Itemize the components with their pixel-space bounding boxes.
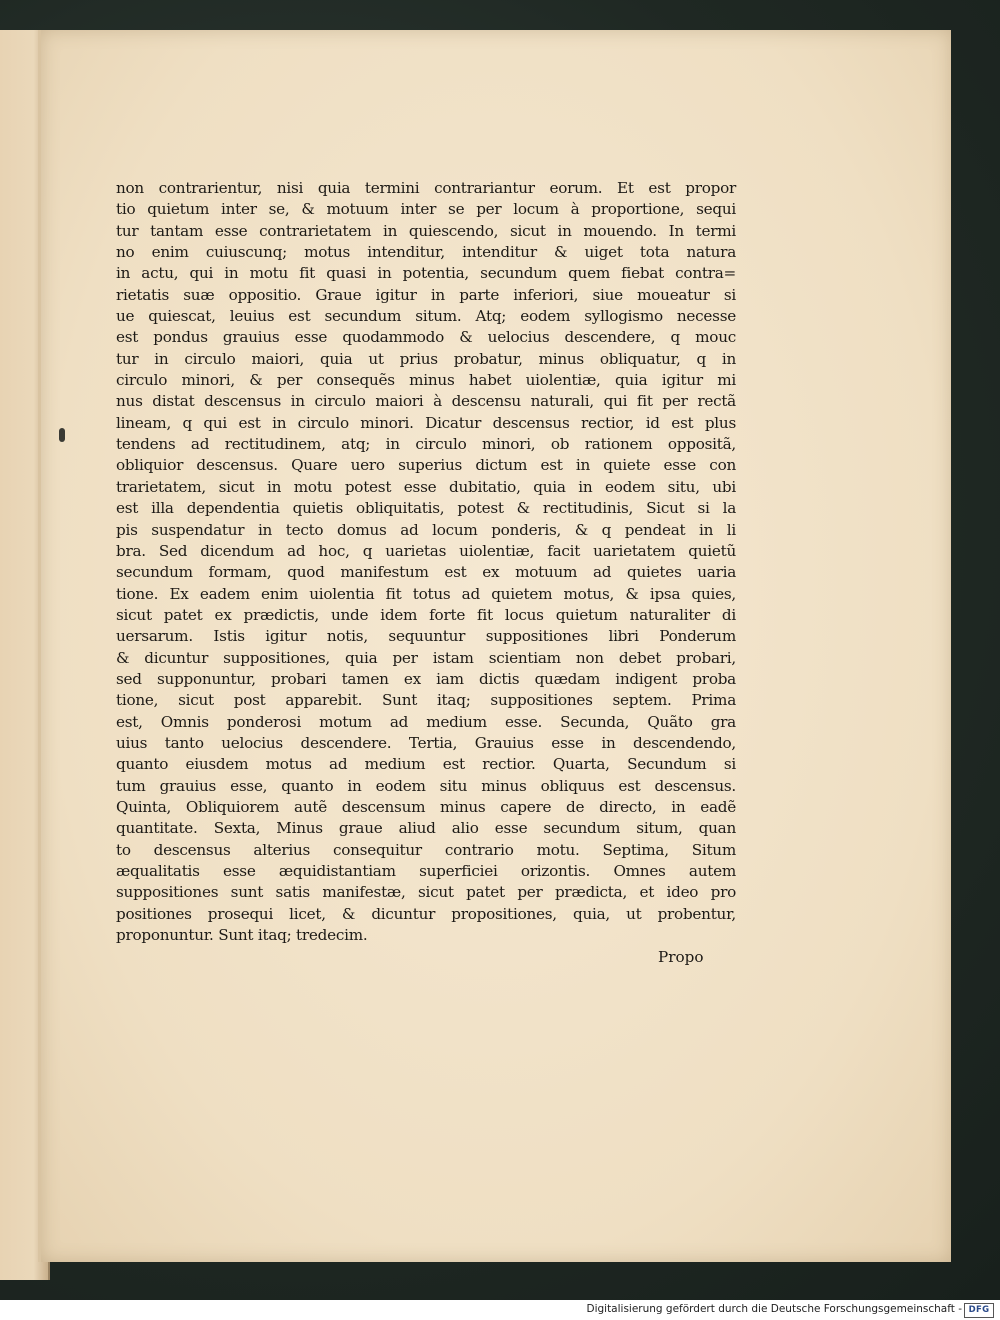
text-line: tione. Ex eadem enim uiolentia fit totus ad quietem motus, & ipsa quies,	[116, 584, 736, 603]
text-line: quantitate. Sexta, Minus graue aliud alio esse secundum situm, quan	[116, 819, 736, 838]
text-line: Quinta, Obliquiorem autẽ descensum minus capere de directo, in eadẽ	[116, 797, 736, 816]
text-line: ue quiescat, leuius est secundum situm. Atq; eodem syllogismo necesse	[116, 307, 736, 326]
text-line: lineam, q qui est in circulo minori. Dicatur descensus rectior, id est plus	[116, 413, 736, 432]
text-line: trarietatem, sicut in motu potest esse dubitatio, quia in eodem situ, ubi	[116, 477, 736, 496]
text-line: æqualitatis esse æquidistantiam superficiei orizontis. Omnes autem	[116, 862, 736, 880]
text-line: obliquior descensus. Quare uero superius dictum est in quiete esse con	[116, 456, 736, 475]
footer-bar	[0, 1300, 1000, 1320]
text-line: tur in circulo maiori, quia ut prius probatur, minus obliquatur, q in	[116, 349, 736, 368]
text-line: est, Omnis ponderosi motum ad medium esse. Secunda, Quãto gra	[116, 712, 736, 731]
text-line: & dicuntur suppositiones, quia per istam scientiam non debet probari,	[116, 648, 736, 667]
text-line: sicut patet ex prædictis, unde idem forte fit locus quietum naturaliter di	[116, 605, 736, 624]
text-line: positiones prosequi licet, & dicuntur propositiones, quia, ut probentur,	[116, 904, 736, 923]
text-line: uius tanto uelocius descendere. Tertia, Grauius esse in descendendo,	[116, 733, 736, 752]
text-line: non contrarientur, nisi quia termini contrariantur eorum. Et est propor	[116, 179, 736, 197]
catchword: Propo	[658, 948, 704, 966]
text-line: nus distat descensus in circulo maiori à descensu naturali, qui fit per rectã	[116, 392, 736, 411]
text-line: tione, sicut post apparebit. Sunt itaq; suppositiones septem. Prima	[116, 691, 736, 710]
text-line: tum grauius esse, quanto in eodem situ minus obliquus est descensus.	[116, 776, 736, 795]
dfg-logo-icon: DFG	[964, 1303, 994, 1318]
text-line: no enim cuiuscunq; motus intenditur, intenditur & uiget tota natura	[116, 243, 736, 262]
text-line: quanto eiusdem motus ad medium est rectior. Quarta, Secundum si	[116, 755, 736, 774]
text-line: suppositiones sunt satis manifestæ, sicut patet per prædicta, et ideo pro	[116, 883, 736, 902]
text-line: pis suspendatur in tecto domus ad locum ponderis, & q pendeat in li	[116, 520, 736, 539]
text-line: proponuntur. Sunt itaq; tredecim.	[116, 926, 368, 945]
text-line: in actu, qui in motu fit quasi in potentia, secundum quem fiebat contra=	[116, 264, 736, 283]
text-line: rietatis suæ oppositio. Graue igitur in parte inferiori, siue moueatur si	[116, 285, 736, 304]
main-text-block	[116, 178, 736, 946]
text-line: tur tantam esse contrarietatem in quiescendo, sicut in mouendo. In termi	[116, 221, 736, 240]
text-line: tio quietum inter se, & motuum inter se per locum à proportione, sequi	[116, 200, 736, 219]
text-line: circulo minori, & per consequẽs minus habet uiolentiæ, quia igitur mi	[116, 371, 736, 390]
text-line: secundum formam, quod manifestum est ex motuum ad quietes uaria	[116, 563, 736, 582]
gutter-mark	[59, 428, 65, 442]
text-line: to descensus alterius consequitur contrario motu. Septima, Situm	[116, 840, 736, 859]
text-line: est pondus grauius esse quodammodo & uelocius descendere, q mouc	[116, 328, 736, 347]
text-line: uersarum. Istis igitur notis, sequuntur suppositiones libri Ponderum	[116, 627, 736, 646]
text-line: bra. Sed dicendum ad hoc, q uarietas uiolentiæ, facit uarietatem quietũ	[116, 541, 736, 560]
footer-credit: Digitalisierung gefördert durch die Deutsche Forschungsgemeinschaft -	[586, 1303, 962, 1315]
text-line: est illa dependentia quietis obliquitatis, potest & rectitudinis, Sicut si la	[116, 499, 736, 518]
text-line: sed supponuntur, probari tamen ex iam dictis quædam indigent proba	[116, 669, 736, 688]
text-line: tendens ad rectitudinem, atq; in circulo minori, ob rationem oppositã,	[116, 435, 736, 454]
